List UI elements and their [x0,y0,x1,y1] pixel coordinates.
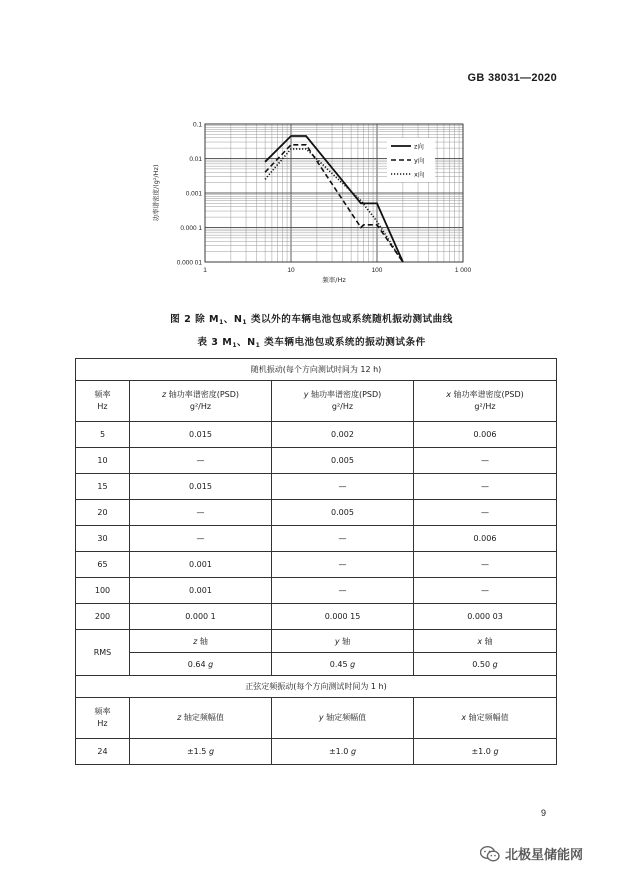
psd-header-x [414,381,557,422]
table-caption-prefix: 表 3 M [197,337,233,348]
row-x-psd: — [414,552,557,578]
table-caption-sub1: 1 [232,342,238,349]
row-z-psd: 0.015 [130,474,272,500]
rms-value-unit: g [350,659,356,669]
sine-freq: 24 [76,739,130,765]
sine-header-y [272,698,414,739]
figure-caption-mid: 、N [223,314,243,325]
table-row [76,422,557,448]
psd-header-label: 轴功率谱密度(PSD) [450,390,524,399]
sine-value-unit: g [350,747,357,756]
rms-axis-x [414,630,557,653]
figure-caption-suffix: 类以外的车辆电池包或系统随机振动测试曲线 [247,314,453,325]
y-tick-label: 0.1 [192,121,202,129]
sine-value-z [130,739,272,765]
legend-label: x向 [414,170,425,179]
figure-caption [0,311,623,326]
psd-chart [146,112,476,284]
table-row [76,448,557,474]
sine-vibration-title: 正弦定频振动(每个方向测试时间为 1 h) [76,676,557,698]
freq-header-line1: 频率 [94,390,111,399]
psd-header-axis: z [161,390,167,399]
rms-value-unit: g [208,659,214,669]
rms-axis-letter: z [193,636,198,646]
rms-axis-letter: x [477,636,483,646]
legend-label: y向 [414,156,425,165]
row-z-psd: 0.001 [130,578,272,604]
psd-header-unit: g²/Hz [331,402,354,411]
row-y-psd: 0.005 [272,500,414,526]
row-freq: 65 [76,552,130,578]
table-row [76,526,557,552]
page-number: 9 [541,808,547,818]
row-freq: 20 [76,500,130,526]
wechat-icon [480,846,500,862]
row-x-psd: — [414,448,557,474]
row-z-psd: — [130,448,272,474]
table-caption-suffix: 类车辆电池包或系统的振动测试条件 [260,337,426,348]
sine-header-axis: y [318,713,324,722]
table-row [76,578,557,604]
sine-value-num: ±1.0 [471,747,491,756]
rms-value-x [414,653,557,676]
x-tick-label: 10 [287,267,295,274]
row-x-psd: 0.006 [414,526,557,552]
row-z-psd: 0.000 1 [130,604,272,630]
rms-value-y [272,653,414,676]
rms-axis-y [272,630,414,653]
table-row [76,500,557,526]
row-y-psd: — [272,474,414,500]
psd-header-label: 轴功率谱密度(PSD) [166,390,240,399]
psd-header-axis: y [303,390,309,399]
figure-caption-prefix: 图 2 除 M [170,314,220,325]
row-freq: 5 [76,422,130,448]
psd-header-unit: g²/Hz [474,402,496,411]
freq-header-line1: 频率 [94,707,111,716]
sine-header-axis: z [177,713,182,722]
sine-value-x [414,739,557,765]
row-z-psd: 0.001 [130,552,272,578]
watermark [480,844,583,863]
row-y-psd: — [272,526,414,552]
watermark-text: 北极星储能网 [505,848,584,863]
rms-axis-z [130,630,272,653]
psd-header-y [272,381,414,422]
row-y-psd: — [272,552,414,578]
x-axis-label: 频率/Hz [322,276,346,284]
sine-value-y [272,739,414,765]
figure-caption-sub1: 1 [219,319,224,326]
table-caption-mid: 、N [237,337,256,348]
rms-axis-suffix: 轴 [339,636,351,646]
table-caption-sub2: 1 [255,342,261,349]
table-row [76,552,557,578]
psd-header-z [130,381,272,422]
sine-value-num: ±1.5 [186,747,207,756]
row-freq: 200 [76,604,130,630]
rms-label: RMS [76,630,130,676]
figure-caption-sub2: 1 [242,319,248,326]
x-tick-label: 1 000 [454,267,472,274]
rms-value-num: 0.45 [329,659,348,669]
psd-header-unit: g²/Hz [189,402,212,411]
psd-header-axis: x [446,390,451,399]
freq-header-line2: Hz [97,402,108,411]
x-tick-label: 1 [203,267,207,274]
sine-value-num: ±1.0 [328,747,349,756]
y-tick-label: 0.001 [185,190,202,198]
sine-value-unit: g [493,747,499,756]
series-line-dotted [265,149,403,262]
standard-number: GB 38031—2020 [467,72,557,84]
y-tick-label: 0.01 [189,155,202,163]
row-z-psd: 0.015 [130,422,272,448]
y-tick-label: 0.000 01 [176,259,202,267]
rms-value-z [130,653,272,676]
sine-header-label: 轴定频幅值 [466,713,509,722]
row-y-psd: 0.000 15 [272,604,414,630]
table-row [76,474,557,500]
x-tick-label: 100 [371,267,383,274]
random-vibration-title: 随机振动(每个方向测试时间为 12 h) [76,359,557,381]
row-x-psd: 0.006 [414,422,557,448]
sine-header-z [130,698,272,739]
vibration-test-table [75,358,557,765]
rms-axis-letter: y [334,636,340,646]
row-y-psd: 0.002 [272,422,414,448]
rms-value-num: 0.50 [472,659,491,669]
row-freq: 100 [76,578,130,604]
row-freq: 10 [76,448,130,474]
row-x-psd: — [414,474,557,500]
row-x-psd: — [414,500,557,526]
row-x-psd: 0.000 03 [414,604,557,630]
row-freq: 30 [76,526,130,552]
table-row [76,604,557,630]
row-freq: 15 [76,474,130,500]
row-y-psd: 0.005 [272,448,414,474]
row-x-psd: — [414,578,557,604]
legend-label: z向 [414,142,424,151]
sine-header-label: 轴定频幅值 [181,713,224,722]
rms-axis-suffix: 轴 [197,636,208,646]
freq-header-line2: Hz [97,719,108,728]
table-row [76,739,557,765]
row-z-psd: — [130,526,272,552]
y-tick-label: 0.000 1 [180,224,202,232]
sine-header-x [414,698,557,739]
freq-header [76,381,130,422]
rms-value-unit: g [492,659,498,669]
series-line-solid [265,136,403,262]
sine-freq-header [76,698,130,739]
psd-header-label: 轴功率谱密度(PSD) [308,390,382,399]
rms-value-num: 0.64 [187,659,206,669]
row-z-psd: — [130,500,272,526]
sine-header-axis: x [461,713,467,722]
row-y-psd: — [272,578,414,604]
rms-axis-suffix: 轴 [482,636,493,646]
table-caption [0,334,623,349]
sine-header-label: 轴定频幅值 [323,713,367,722]
y-axis-label: 功率谱密度/(g²/Hz) [152,164,160,222]
sine-value-unit: g [208,747,215,756]
